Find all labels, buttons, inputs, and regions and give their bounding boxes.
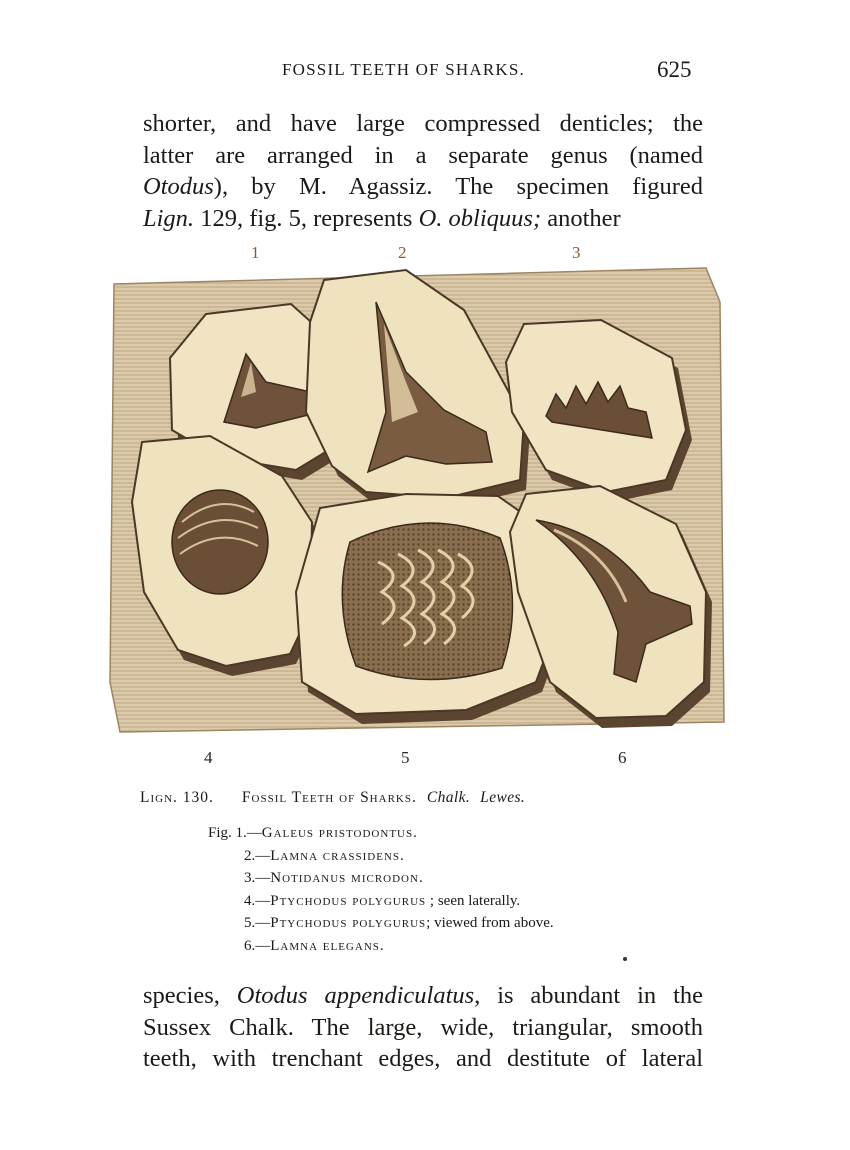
print-speck [623,957,627,961]
paragraph-bottom [143,980,703,1075]
text-line: teeth, with trenchant edges, and destitute of lateral [143,1045,703,1072]
species-name: O. obliquus; [418,204,542,232]
caption-lign: Lign. 130. [140,789,214,806]
caption-locality: Lewes. [480,789,526,806]
figure-caption [140,789,525,807]
legend-item: 3.—Notidanus microdon. [244,870,424,886]
text-line: Lign. 129, fig. 5, represents O. obliquus; another [143,204,621,232]
legend-item: 6.—Lamna elegans. [244,937,385,954]
caption-formation: Chalk. [426,789,471,806]
figure-number-4: 4 [204,748,213,767]
figure-number-5: 5 [401,748,410,767]
page-number: 625 [657,57,692,82]
text-line: shorter, and have large compressed denticles; the [143,110,703,137]
figure-number-1: 1 [251,243,260,262]
legend-item: 4.—Ptychodus polygurus ; seen laterally. [244,892,521,909]
text-line: species, Otodus appendiculatus, is abundant in the [143,982,704,1009]
legend-item: Fig. 1.—Galeus pristodontus. [208,825,418,841]
legend-item: 5.—Ptychodus polygurus; viewed from above. [244,915,554,931]
species-name: Otodus appendiculatus, [236,982,481,1009]
legend-item: 2.—Lamna crassidens. [244,847,405,864]
figure-number-2: 2 [398,243,407,262]
text-line: latter are arranged in a separate genus (named [143,141,703,169]
figure-legend [208,822,554,957]
paragraph-top [143,108,703,234]
running-title: FOSSIL TEETH OF SHARKS. [282,60,525,79]
genus-name: Otodus [143,173,214,200]
figure-number-3: 3 [572,243,581,262]
fossil-teeth-engraving [106,262,726,742]
text-line: Sussex Chalk. The large, wide, triangular, smooth [143,1013,703,1041]
text-line: Otodus), by M. Agassiz. The specimen figured [143,173,703,200]
figure-number-6: 6 [618,748,627,767]
caption-title: Fossil Teeth of Sharks. [241,789,417,806]
